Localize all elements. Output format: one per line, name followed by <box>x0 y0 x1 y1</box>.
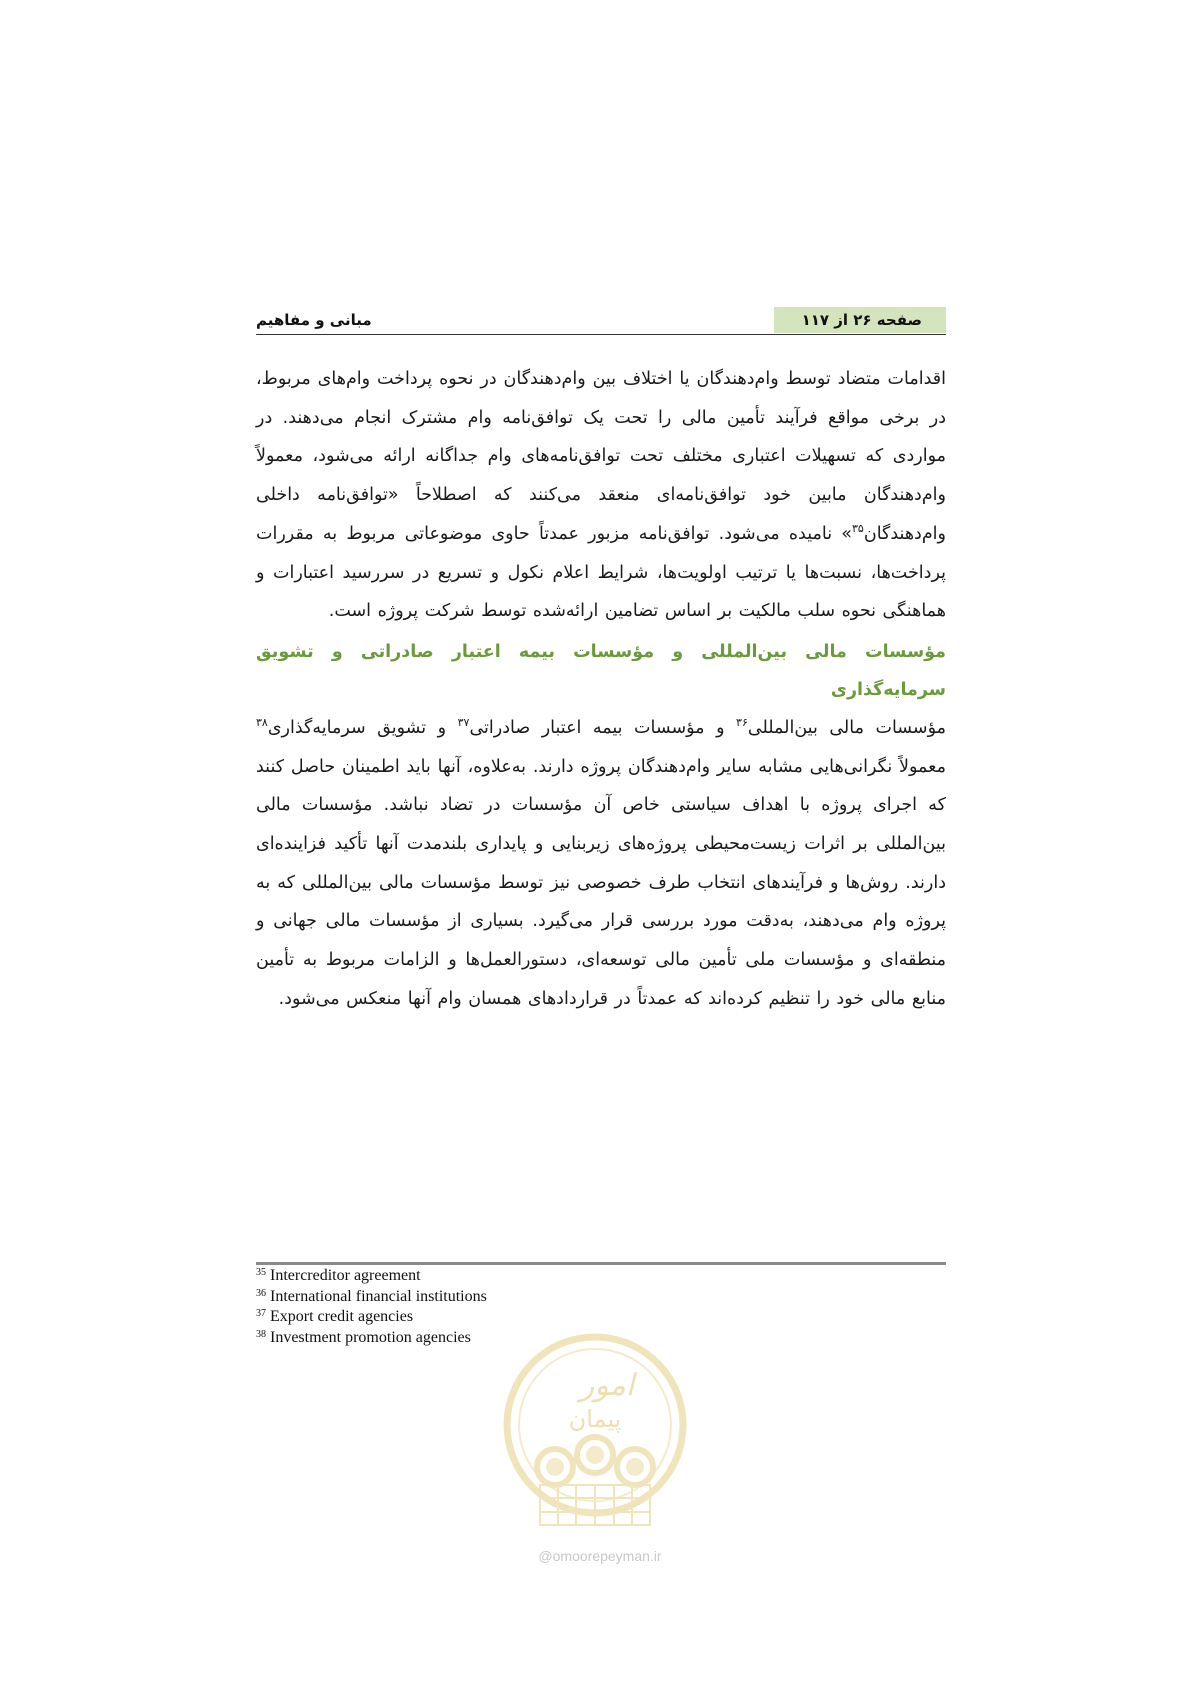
paragraph-intercreditor: اقدامات متضاد توسط وام‌دهندگان یا اختلاف بین وام‌دهندگان در نحوه پرداخت وام‌های مربوط، در برخی مواقع فرآیند تأمین مالی را تحت یک توافق‌نامه وام مشترک انجام می‌دهند. در مواردی که تسهیلات اعتباری مختلف تحت توافق‌نامه‌های وام جداگانه ارائه می‌شود، معمولاً وام‌دهندگان مابین خود توافق‌نامه‌ای منعقد می‌کنند که اصطلاحاً «توافق‌نامه داخلی وام‌دهندگان$^{۳۵}$» نامیده می‌شود. توافق‌نامه مزبور عمدتاً حاوی موضوعاتی مربوط به مقررات پرداخت‌ها، نسبت‌ها یا ترتیب اولویت‌ها، شرایط اعلام نکول و تسریع در سررسید اعتبارات و هماهنگی نحوه سلب مالکیت بر اساس تضامین ارائه‌شده توسط شرکت پروژه است. <box>256 369 946 622</box>
page-number-badge: صفحه ۲۶ از ۱۱۷ <box>774 307 946 333</box>
footnote-item: $^{38}$ Investment promotion agencies <box>256 1328 471 1346</box>
svg-text:امور: امور <box>579 1368 635 1403</box>
paragraph-institutions: مؤسسات مالی بین‌المللی$^{۳۶}$ و مؤسسات بیمه اعتبار صادراتی$^{۳۷}$ و تشویق سرمایه‌گذاری$^{۳۸}$ معمولاً نگرانی‌هایی مشابه سایر وام‌دهندگان پروژه دارند. به‌علاوه، آنها باید اطمینان حاصل کنند که اجرای پروژه با اهداف سیاستی خاص آن مؤسسات در تضاد نباشد. مؤسسات مالی بین‌المللی بر اثرات زیست‌محیطی پروژه‌های زیربنایی و پایداری بلندمدت آنها تأکید فزاینده‌ای دارند. روش‌ها و فرآیندهای انتخاب طرف خصوصی نیز توسط مؤسسات مالی بین‌المللی که به پروژه وام می‌دهند، به‌دقت مورد بررسی قرار می‌گیرد. بسیاری از مؤسسات مالی جهانی و منطقه‌ای و مؤسسات ملی تأمین مالی توسعه‌ای، دستورالعمل‌ها و الزامات مربوط به تأمین منابع مالی خود را تنظیم کرده‌اند که عمدتاً در قراردادهای همسان وام آنها منعکس می‌شود. <box>256 716 946 1009</box>
watermark-logo-icon <box>495 1325 695 1545</box>
footnote-item: $^{37}$ Export credit agencies <box>256 1308 414 1325</box>
footnote-ref-36: ۳۶ <box>736 716 748 730</box>
page-header <box>256 306 946 334</box>
header-divider <box>256 334 946 335</box>
footnote-ref-35: ۳۵ <box>852 521 864 535</box>
svg-text:پیمان: پیمان <box>568 1405 622 1433</box>
footnote-divider <box>256 1262 946 1265</box>
main-text <box>256 360 946 1019</box>
section-heading: مؤسسات مالی بین‌المللی و مؤسسات بیمه اعتبار صادراتی و تشویق سرمایه‌گذاری <box>256 641 946 700</box>
section-title: مبانی و مفاهیم <box>256 311 372 329</box>
footnote-item: $^{35}$ Intercreditor agreement <box>256 1267 421 1284</box>
watermark-website: @omoorepeyman.ir <box>538 1548 662 1564</box>
footnote-item: $^{36}$ International financial institutions <box>256 1287 487 1305</box>
footnote-ref-37: ۳۷ <box>457 716 470 730</box>
footnote-ref-38: ۳۸ <box>256 716 268 730</box>
